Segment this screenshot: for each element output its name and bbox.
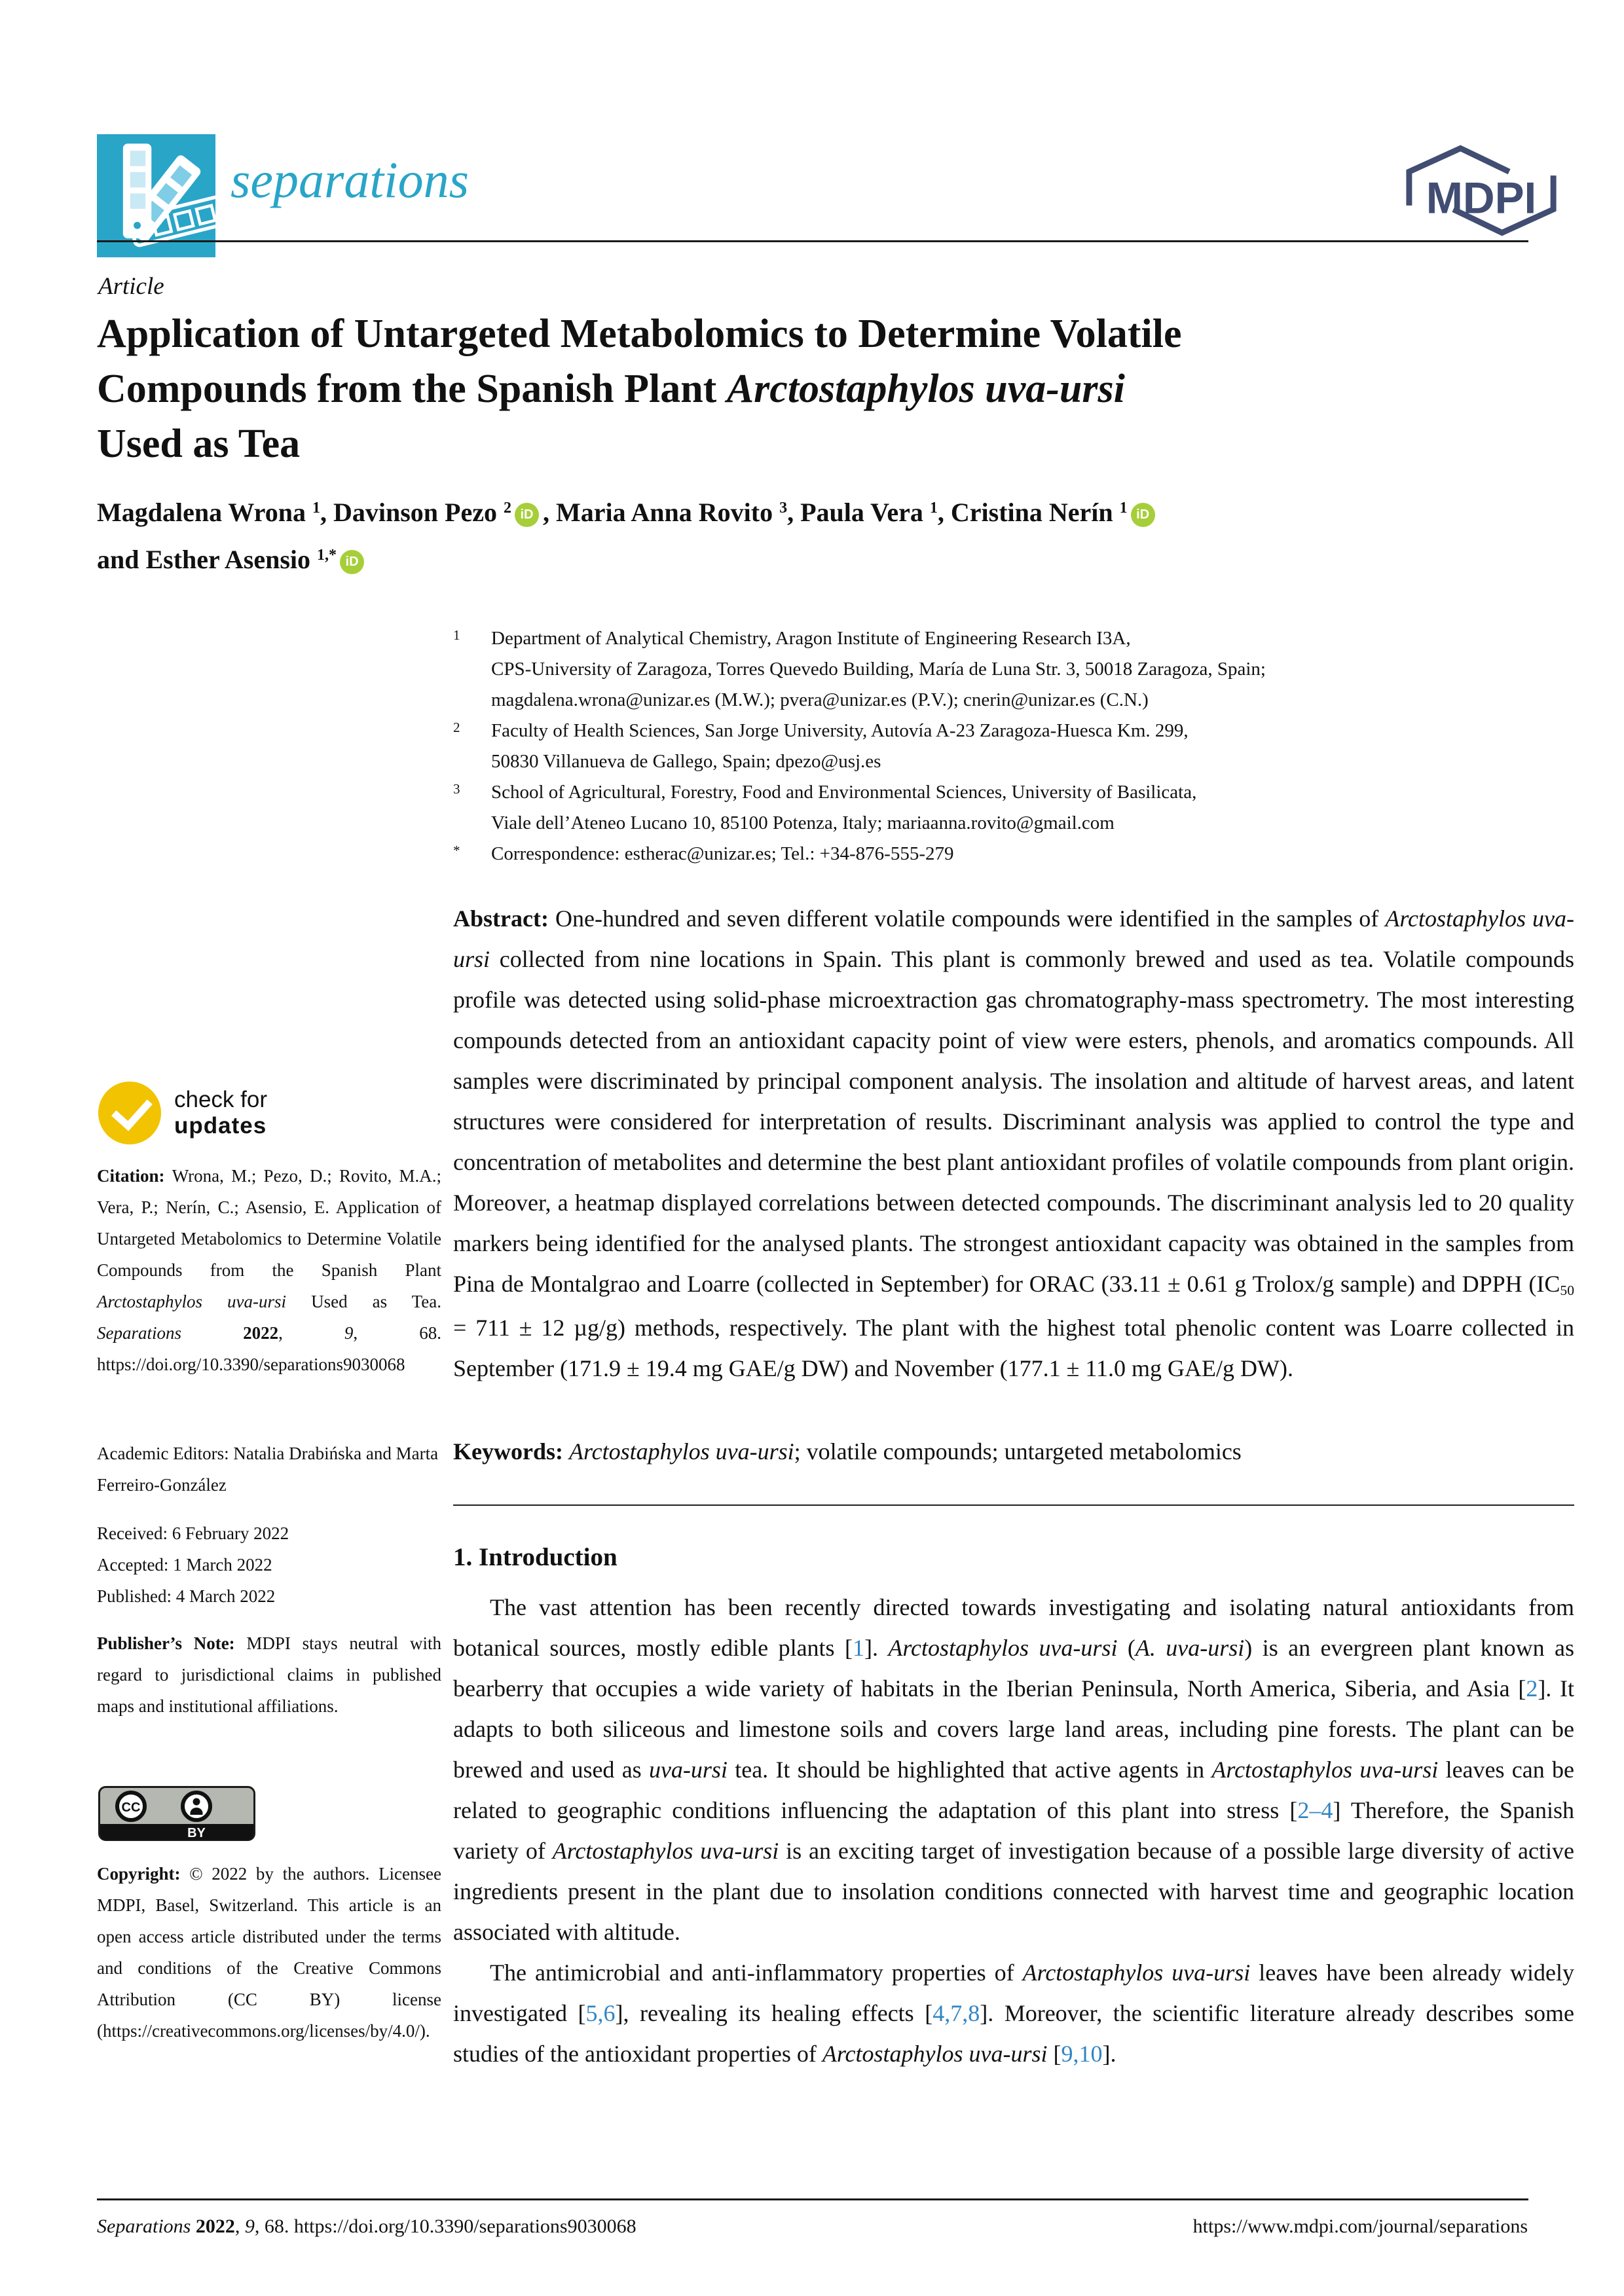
affiliation-number: 1 bbox=[453, 627, 460, 643]
affiliation-number: 2 bbox=[453, 720, 460, 735]
updates-label-line2: updates bbox=[174, 1113, 267, 1139]
text-run: Copyright: bbox=[97, 1864, 190, 1884]
text-run: Magdalena Wrona bbox=[97, 498, 312, 527]
text-run: Keywords: bbox=[453, 1438, 569, 1465]
text-run: 50 bbox=[1560, 1283, 1574, 1299]
text-run: magdalena.wrona@unizar.es (M.W.); pvera@unizar.es (P.V.); cnerin@unizar.es (C.N.) bbox=[491, 689, 1149, 710]
text-run: Arctostaphylos uva-ursi bbox=[453, 905, 1574, 972]
section-heading-introduction: 1. Introduction bbox=[453, 1543, 618, 1571]
reference-link[interactable]: 2–4 bbox=[1297, 1797, 1333, 1823]
check-icon bbox=[98, 1082, 161, 1144]
swatch-fan-icon bbox=[97, 134, 215, 257]
text-run: Department of Analytical Chemistry, Aragon Institute of Engineering Research I3A, bbox=[491, 628, 1131, 649]
text-run: 2 bbox=[503, 499, 511, 517]
text-run: ]. Moreover, the scientific literature already describes some studies of the antioxidant properties of bbox=[453, 2000, 1574, 2067]
text-run: , 68. https://doi.org/10.3390/separations9030068 bbox=[254, 2215, 637, 2237]
article-dates bbox=[97, 1518, 441, 1612]
text-run bbox=[693, 1838, 700, 1864]
academic-editors: Academic Editors: Natalia Drabińska and Marta Ferreiro-González bbox=[97, 1444, 439, 1495]
text-run: ( bbox=[1117, 1635, 1135, 1661]
orcid-icon[interactable]: iD bbox=[340, 550, 364, 574]
text-run: uva-ursi bbox=[648, 1757, 728, 1783]
reference-link[interactable]: 2 bbox=[1526, 1675, 1538, 1702]
affiliation-number: 3 bbox=[453, 781, 460, 797]
publisher-note bbox=[97, 1628, 441, 1722]
text-run: Viale dell’Ateneo Lucano 10, 85100 Potenza, Italy; mariaanna.rovito@gmail.com bbox=[491, 812, 1115, 833]
affiliation-text bbox=[491, 623, 1576, 716]
text-run: A. uva-ursi bbox=[1135, 1635, 1245, 1661]
received-date: Received: 6 February 2022 bbox=[97, 1523, 289, 1543]
text-run: © 2022 by the authors. Licensee MDPI, Basel, Switzerland. This article is an open access article distributed under the terms and conditions of the Creative Commons Attribution (CC BY) license (https://creativecommons.org/licenses/by/4.0/). bbox=[97, 1864, 442, 2041]
text-run: Faculty of Health Sciences, San Jorge University, Autovía A-23 Zaragoza-Huesca Km. 299, bbox=[491, 720, 1189, 741]
text-run: ; volatile compounds; untargeted metabolomics bbox=[794, 1438, 1242, 1465]
text-run: Arctostaphylos uva-ursi bbox=[726, 367, 1125, 411]
text-run: , Cristina Nerín bbox=[937, 498, 1120, 527]
affiliation-item bbox=[453, 716, 1576, 777]
text-run: Application of Untargeted Metabolomics to Determine Volatile bbox=[97, 312, 1182, 356]
footer-citation bbox=[97, 2215, 637, 2238]
affiliation-item bbox=[453, 777, 1576, 839]
header-divider bbox=[97, 240, 1528, 242]
mdpi-wordmark: MDPI bbox=[1426, 173, 1537, 223]
mdpi-logo bbox=[1400, 141, 1562, 240]
reference-link[interactable]: 5,6 bbox=[585, 2000, 616, 2026]
text-run: Wrona, M.; Pezo, D.; Rovito, M.A.; Vera, P.; Nerín, C.; Asensio, E. Application of Untargeted Metabolomics to Determine Volatile Compounds from the Spanish Plant bbox=[97, 1166, 441, 1280]
text-run: Separations bbox=[97, 2215, 196, 2237]
accepted-date: Accepted: 1 March 2022 bbox=[97, 1555, 272, 1575]
correspondence-asterisk: * bbox=[453, 843, 460, 858]
intro-paragraph-1 bbox=[453, 1587, 1574, 1952]
text-run: Citation: bbox=[97, 1166, 172, 1186]
text-run: Used as Tea bbox=[97, 422, 301, 466]
text-run: ) is an evergreen plant known as bearberry that occupies a wide variety of habitats in the Iberian Peninsula, North America, Siberia, and Asia [ bbox=[453, 1635, 1574, 1702]
affiliation-item bbox=[453, 623, 1576, 716]
copyright-text bbox=[97, 1858, 441, 2047]
text-run: CPS-University of Zaragoza, Torres Quevedo Building, María de Luna Str. 3, 50018 Zaragoza, Spain; bbox=[491, 659, 1266, 680]
text-run: Arctostaphylos uva-ursi bbox=[1022, 1959, 1251, 1986]
footer-journal-url[interactable]: https://www.mdpi.com/journal/separations bbox=[1192, 2215, 1528, 2237]
authors-line bbox=[97, 491, 1544, 585]
text-run: , Davinson Pezo bbox=[320, 498, 504, 527]
intro-paragraph-2 bbox=[453, 1952, 1574, 2074]
orcid-icon[interactable]: iD bbox=[1131, 503, 1155, 527]
affiliations-list bbox=[453, 623, 1576, 869]
text-run: ], revealing its healing effects [ bbox=[615, 2000, 933, 2026]
text-run: 2022 bbox=[243, 1323, 279, 1343]
text-run: 1 bbox=[1119, 499, 1128, 517]
text-run: Compounds from the Spanish Plant bbox=[97, 367, 727, 411]
text-run: School of Agricultural, Forestry, Food and Environmental Sciences, University of Basilicata, bbox=[491, 782, 1197, 803]
published-date: Published: 4 March 2022 bbox=[97, 1586, 276, 1606]
text-run: collected from nine locations in Spain. This plant is commonly brewed and used as tea. Volatile compounds profile was detected using solid-phase microextraction gas chromatography-mass spectrometry. The most interesting compounds detected from an antioxidant capacity point of view were esters, phenols, and aromatics compounds. All samples were discriminated by principal component analysis. The insolation and altitude of harvest areas, and latent structures were considered for interpretation of results. Discriminant analysis was applied to control the type and concentration of metabolites and determine the best plant antioxidant profiles of volatile compounds from plant origin. Moreover, a heatmap displayed correlations between detected compounds. The discriminant analysis led to 20 quality markers being identified for the analysed plants. The strongest antioxidant capacity was obtained in the samples from Pina de Montalgrao and Loarre (collected in September) for ORAC (33.11 ± 0.61 g Trolox/g sample) and DPPH (IC bbox=[453, 946, 1574, 1297]
text-run: Separations bbox=[97, 1323, 182, 1343]
keywords-line bbox=[453, 1438, 1574, 1465]
check-for-updates-badge[interactable] bbox=[98, 1079, 380, 1147]
text-run: 9 bbox=[244, 2215, 255, 2237]
text-run: , Paula Vera bbox=[787, 498, 930, 527]
cc-icon-label: CC bbox=[121, 1800, 141, 1815]
updates-label-line1: check for bbox=[174, 1087, 267, 1112]
text-run: [ bbox=[1047, 2041, 1061, 2067]
affiliation-text bbox=[491, 716, 1576, 777]
text-run: Publisher’s Note: bbox=[97, 1633, 247, 1653]
text-run: Used as Tea. bbox=[286, 1292, 441, 1311]
reference-link[interactable]: 1 bbox=[852, 1635, 864, 1661]
text-run: leaves have been already widely investigated [ bbox=[453, 1959, 1574, 2026]
article-type-label: Article bbox=[98, 273, 164, 300]
text-run: ]. bbox=[864, 1635, 889, 1661]
affiliation-item bbox=[453, 839, 1576, 869]
text-run: , 68. https://doi.org/10.3390/separations9030068 bbox=[97, 1323, 441, 1374]
text-run: , bbox=[278, 1323, 344, 1343]
text-run bbox=[181, 1323, 243, 1343]
orcid-icon[interactable]: iD bbox=[515, 503, 539, 527]
correspondence-text bbox=[491, 839, 1576, 869]
text-run: ] Therefore, the Spanish variety of bbox=[453, 1797, 1574, 1864]
text-run: The vast attention has been recently directed towards investigating and isolating natural antioxidants from botanical sources, mostly edible plants [ bbox=[453, 1594, 1574, 1661]
text-run: 9 bbox=[344, 1323, 354, 1343]
text-run: = 711 ± 12 µg/g) methods, respectively. The plant with the highest total phenolic content was Loarre collected in September (171.9 ± 19.4 mg GAE/g DW) and November (177.1 ± 11.0 mg GAE/g DW). bbox=[453, 1315, 1574, 1381]
text-run: ]. It adapts to both siliceous and limestone soils and covers large land areas, including pine forests. The plant can be brewed and used as bbox=[453, 1675, 1574, 1783]
text-run: , Maria Anna Rovito bbox=[542, 498, 780, 527]
text-run: , bbox=[234, 2215, 245, 2237]
text-run: Abstract: bbox=[453, 905, 549, 932]
check-for-updates-label bbox=[174, 1087, 267, 1139]
cc-by-license-badge[interactable] bbox=[98, 1786, 255, 1841]
text-run: and Esther Asensio bbox=[97, 545, 318, 574]
text-run: Arctostaphylos uva-ursi bbox=[822, 2041, 1048, 2067]
text-run: The antimicrobial and anti-inflammatory properties of bbox=[490, 1959, 1023, 1986]
text-run: tea. It should be highlighted that active agents in bbox=[727, 1757, 1212, 1783]
journal-logo bbox=[97, 134, 215, 257]
affiliation-text bbox=[491, 777, 1576, 839]
footer-divider bbox=[97, 2198, 1528, 2200]
text-run: One-hundred and seven different volatile compounds were identified in the samples of bbox=[548, 905, 1386, 932]
text-run: Arctostaphylos uva-ursi bbox=[1211, 1757, 1439, 1783]
by-label: BY bbox=[187, 1826, 206, 1840]
text-run: Arctostaphylos bbox=[552, 1838, 693, 1864]
citation-block bbox=[97, 1160, 441, 1380]
text-run: 1,* bbox=[317, 546, 337, 564]
text-run: Correspondence: estherac@unizar.es; Tel.: +34-876-555-279 bbox=[491, 843, 954, 864]
text-run: MDPI stays neutral with regard to jurisdictional claims in published maps and institutional affiliations. bbox=[97, 1633, 441, 1716]
text-run: 50830 Villanueva de Gallego, Spain; dpezo@usj.es bbox=[491, 751, 881, 772]
text-run: Arctostaphylos uva-ursi bbox=[568, 1438, 794, 1465]
text-run: Arctostaphylos uva-ursi bbox=[888, 1635, 1118, 1661]
abstract-paragraph bbox=[453, 898, 1574, 1389]
text-run: Arctostaphylos uva-ursi bbox=[97, 1292, 287, 1311]
reference-link[interactable]: 9,10 bbox=[1061, 2041, 1103, 2067]
page-title bbox=[97, 306, 1551, 471]
person-icon bbox=[183, 1793, 210, 1820]
keywords-divider bbox=[453, 1504, 1574, 1506]
text-run: leaves can be related to geographic conditions influencing the adaptation of this plant into stress [ bbox=[453, 1757, 1574, 1823]
text-run: 3 bbox=[779, 499, 788, 517]
text-run: 1 bbox=[312, 499, 320, 517]
text-run: is an exciting target of investigation because of a possible large diversity of active ingredients present in the plant due to insolation conditions connected with harvest time and geographic location associated with altitude. bbox=[453, 1838, 1574, 1945]
text-run: 1 bbox=[929, 499, 938, 517]
journal-name: separations bbox=[231, 151, 470, 208]
introduction-body bbox=[453, 1587, 1574, 2074]
text-run: ]. bbox=[1102, 2041, 1116, 2067]
reference-link[interactable]: 4,7,8 bbox=[932, 2000, 980, 2026]
text-run: uva-ursi bbox=[700, 1838, 779, 1864]
text-run: 2022 bbox=[195, 2215, 235, 2237]
